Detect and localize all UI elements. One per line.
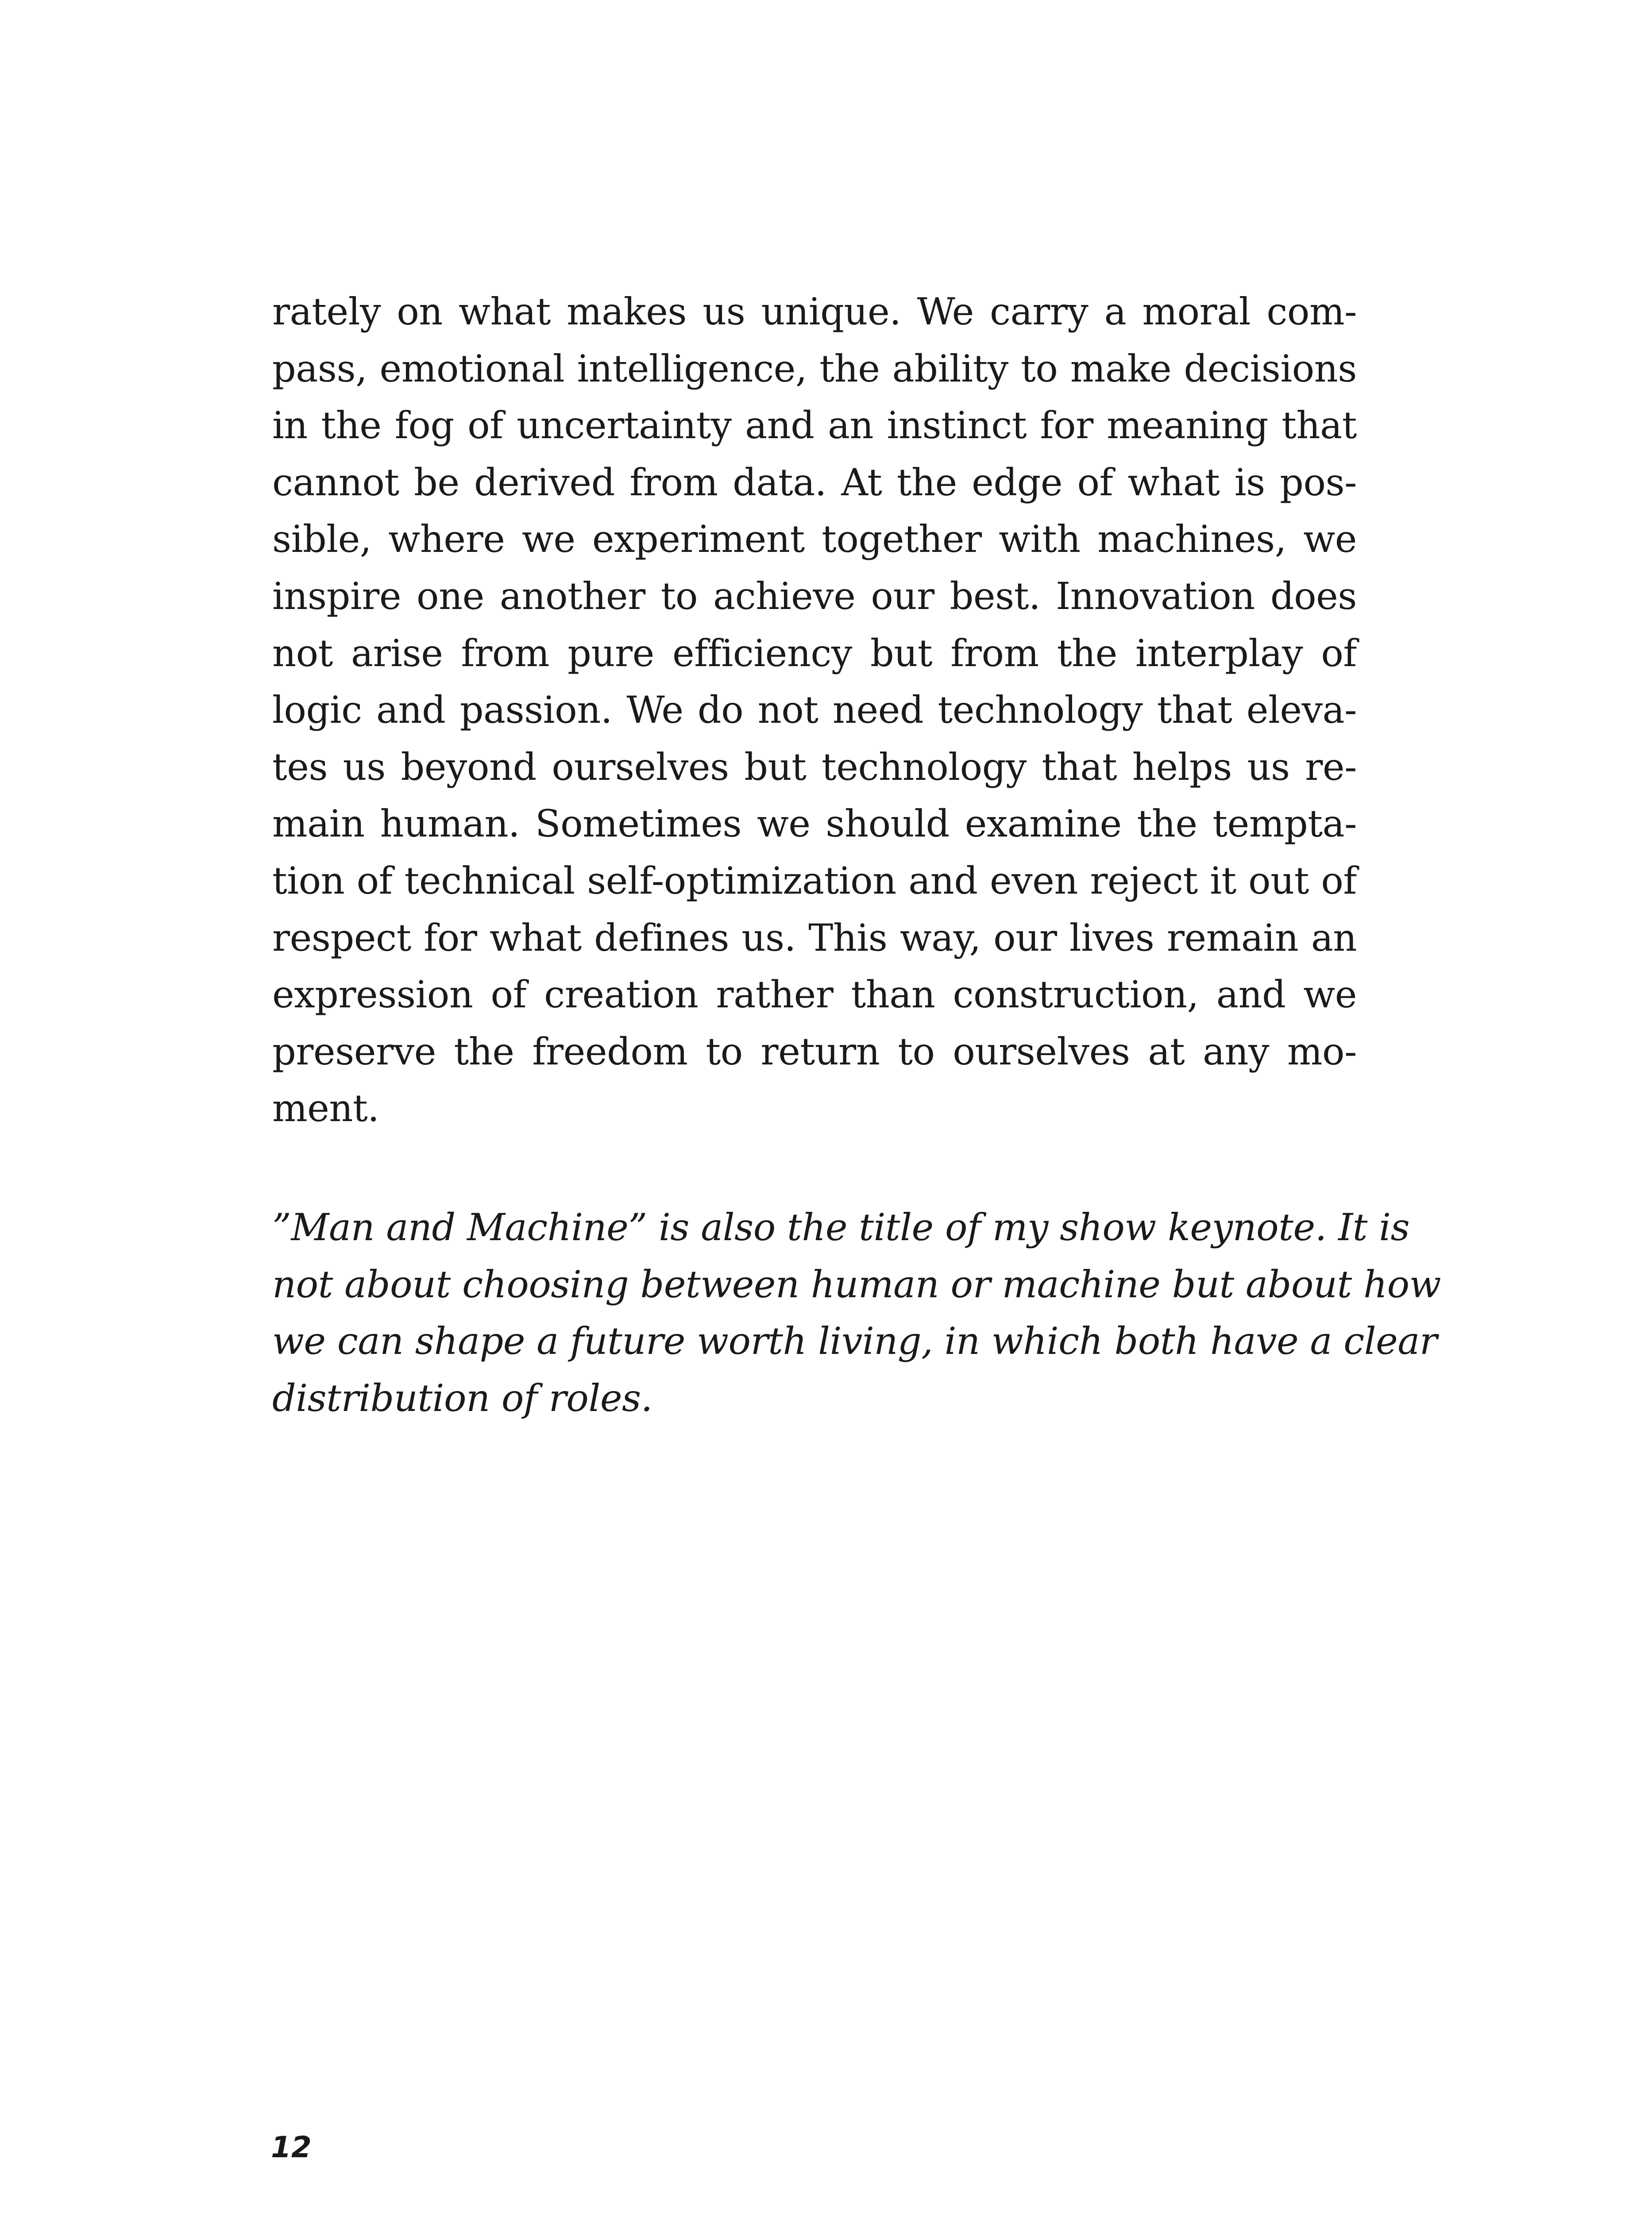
- note-line: we can shape a future worth living, in which both have a clear: [272, 1319, 1437, 1363]
- body-line: in the fog of uncertainty and an instinct for meaning that: [272, 404, 1357, 447]
- body-line: cannot be derived from data. At the edge of what is pos-: [272, 460, 1357, 504]
- body-line: pass, emotional intelligence, the ability to make decisions: [272, 347, 1357, 390]
- body-line: tes us beyond ourselves but technology that helps us re-: [272, 745, 1357, 789]
- body-line: logic and passion. We do not need technology that eleva-: [272, 688, 1357, 732]
- body-line: sible, where we experiment together with machines, we: [272, 517, 1357, 561]
- body-line: inspire one another to achieve our best. Innovation does: [272, 574, 1357, 618]
- body-line: expression of creation rather than construction, and we: [272, 973, 1357, 1017]
- note-line: ”Man and Machine” is also the title of my show keynote. It is: [272, 1205, 1410, 1249]
- body-paragraph: [272, 283, 1357, 1137]
- body-line: not arise from pure efficiency but from the interplay of: [272, 631, 1357, 675]
- note-line: not about choosing between human or machine but about how: [272, 1262, 1441, 1306]
- body-line: rately on what makes us unique. We carry a moral com-: [272, 290, 1357, 333]
- body-line: main human. Sometimes we should examine the tempta-: [272, 802, 1357, 846]
- note-line: distribution of roles.: [272, 1376, 652, 1420]
- body-line: preserve the freedom to return to ourselves at any mo-: [272, 1029, 1357, 1073]
- body-line: ment.: [272, 1087, 379, 1130]
- body-line: respect for what defines us. This way, our lives remain an: [272, 916, 1357, 960]
- page-number: 12: [271, 2130, 312, 2164]
- italic-note-paragraph: [272, 1199, 1441, 1426]
- text-block: [272, 283, 1441, 1426]
- body-line: tion of technical self-optimization and even reject it out of: [272, 859, 1357, 902]
